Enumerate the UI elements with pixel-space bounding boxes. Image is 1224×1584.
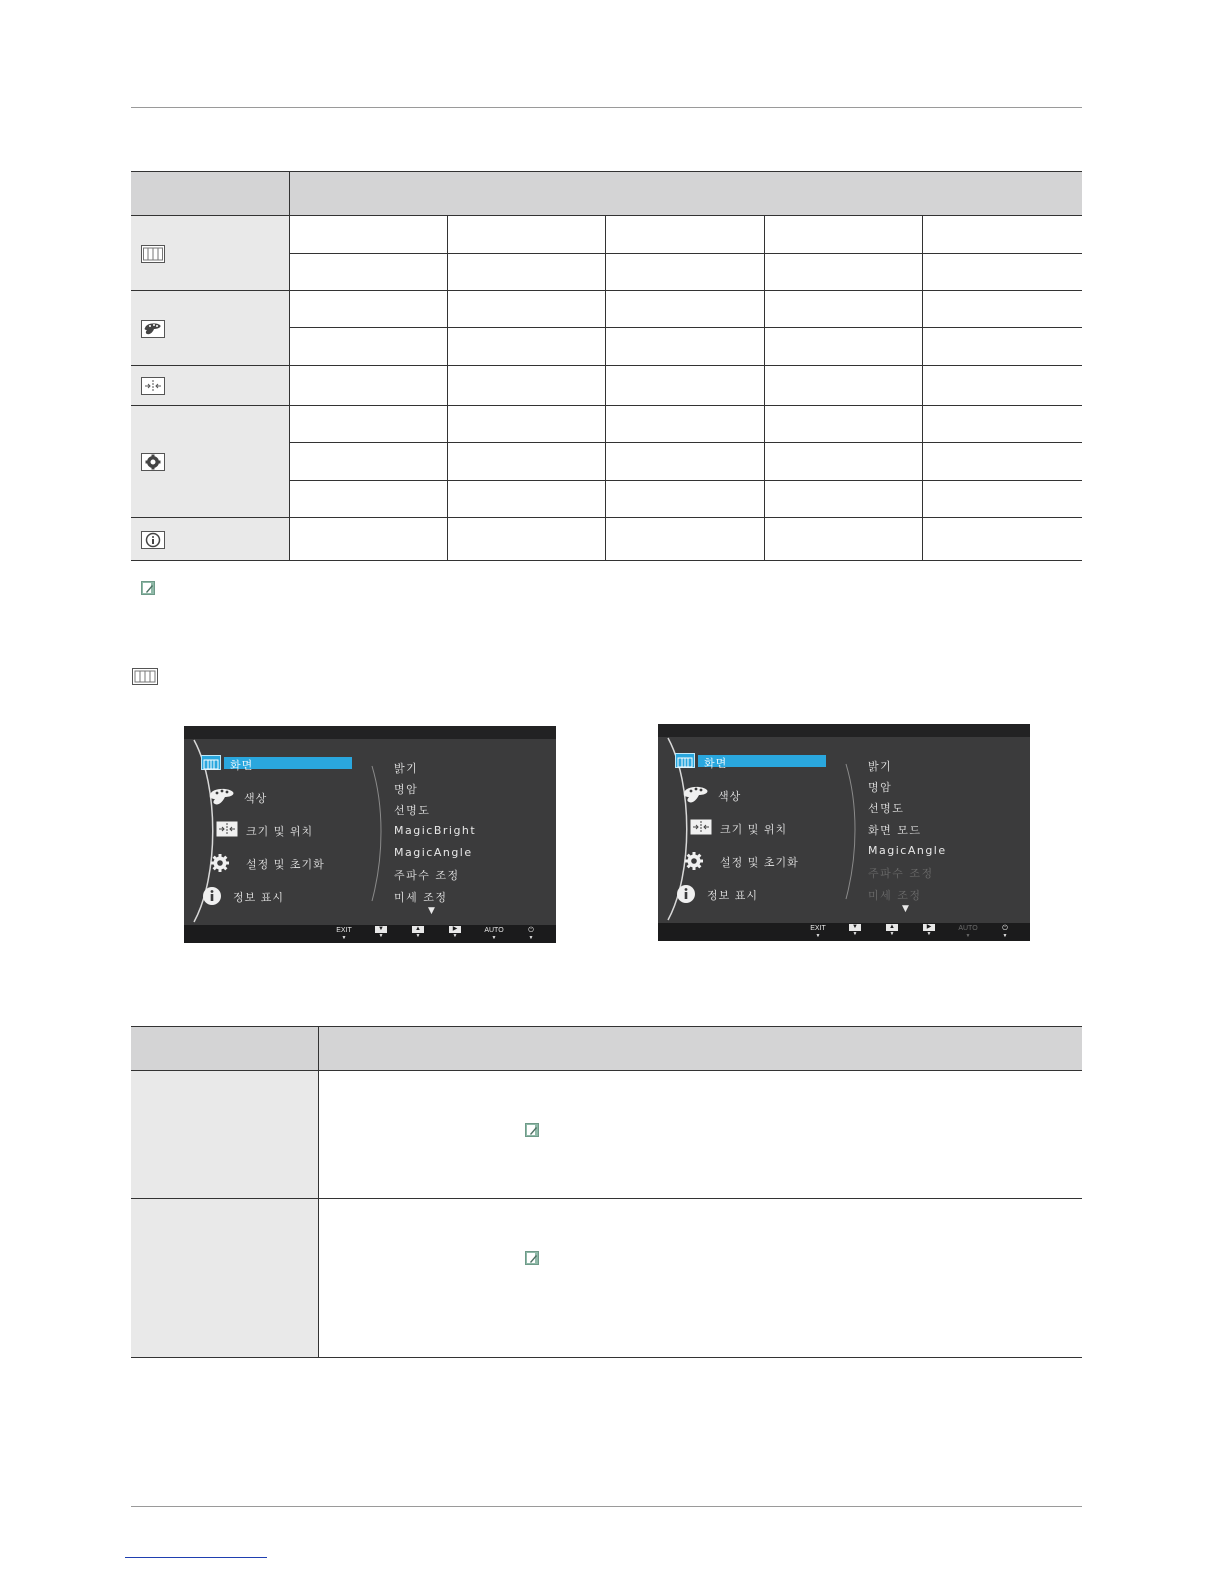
osd-scroll-down-arrow-icon: ▼	[902, 904, 909, 914]
menu-cell-color	[131, 291, 289, 366]
footer-link-underline[interactable]	[125, 1557, 267, 1558]
osd-submenu-brightness[interactable]: 밝기	[394, 762, 419, 775]
menu-cell-picture	[131, 216, 289, 291]
table-cell	[605, 216, 764, 254]
table-cell	[605, 328, 764, 366]
osd-submenu-fine[interactable]: 미세 조정	[394, 891, 448, 904]
table-cell	[922, 328, 1082, 366]
table-cell	[922, 216, 1082, 254]
osd-menu-item-setup-reset[interactable]: 설정 및 초기화	[246, 858, 325, 871]
table-cell	[605, 406, 764, 443]
table-cell	[289, 443, 447, 481]
table-cell	[764, 366, 922, 406]
osd-picture-icon	[675, 753, 695, 768]
osd-screen-digital	[658, 724, 1030, 941]
table-cell	[764, 518, 922, 561]
osd-key-exit: EXIT ▼	[336, 927, 352, 941]
osd-screen-analog	[184, 726, 556, 943]
osd-key-auto-disabled: AUTO ▼	[958, 925, 978, 939]
osd-key-auto: AUTO ▼	[484, 927, 504, 941]
osd-information-icon	[202, 886, 222, 906]
osd-menu-item-picture[interactable]: 화면	[704, 757, 728, 770]
table-cell	[605, 481, 764, 518]
setting-description-cell	[318, 1071, 1082, 1199]
menu-structure-table	[131, 171, 1082, 561]
note-icon	[525, 1123, 539, 1137]
osd-key-down-arrow-icon: ▼ ▼	[367, 925, 395, 943]
osd-key-down-arrow-icon: ▼ ▼	[841, 923, 869, 941]
osd-key-power-icon: ⏻ ▼	[1002, 925, 1008, 939]
table-cell	[447, 216, 605, 254]
osd-submenu-contrast[interactable]: 명암	[868, 781, 893, 794]
osd-scroll-down-arrow-icon: ▼	[428, 906, 435, 916]
osd-submenu-magicangle[interactable]: MagicAngle	[868, 844, 947, 857]
table-cell	[447, 406, 605, 443]
table-cell	[447, 443, 605, 481]
table-cell	[289, 366, 447, 406]
note-icon	[525, 1251, 539, 1265]
osd-submenu-coarse-disabled: 주파수 조정	[868, 867, 934, 880]
header-cell-description	[318, 1027, 1082, 1071]
table-cell	[605, 518, 764, 561]
osd-submenu-brightness[interactable]: 밝기	[868, 760, 893, 773]
table-row	[131, 216, 1082, 254]
osd-gear-icon	[210, 853, 230, 873]
table-cell	[289, 328, 447, 366]
osd-gear-icon	[684, 851, 704, 871]
table-cell	[605, 443, 764, 481]
osd-submenu-sharpness[interactable]: 선명도	[868, 802, 905, 815]
osd-menu-item-information[interactable]: 정보 표시	[233, 891, 285, 904]
table-cell	[922, 443, 1082, 481]
osd-menu-item-size-position[interactable]: 크기 및 위치	[720, 823, 788, 836]
osd-submenu-contrast[interactable]: 명암	[394, 783, 419, 796]
table-cell	[922, 481, 1082, 518]
table-cell	[605, 254, 764, 291]
table-cell	[447, 366, 605, 406]
osd-submenu-magicbright[interactable]: MagicBright	[394, 824, 477, 837]
osd-menu-item-size-position[interactable]: 크기 및 위치	[246, 825, 314, 838]
osd-color-palette-icon	[208, 786, 236, 808]
table-cell	[447, 518, 605, 561]
table-cell	[605, 291, 764, 328]
osd-key-enter-arrow-icon: ▶ ▼	[915, 923, 943, 941]
osd-key-up-arrow-icon: ▲ ▼	[878, 923, 906, 941]
header-cell-menu	[131, 172, 289, 216]
osd-submenu-sharpness[interactable]: 선명도	[394, 804, 431, 817]
osd-color-palette-icon	[682, 784, 710, 806]
table-row	[131, 518, 1082, 561]
menu-cell-information	[131, 518, 289, 561]
osd-menu-item-color[interactable]: 색상	[244, 792, 268, 805]
setting-label-cell	[131, 1071, 318, 1199]
table-cell	[764, 443, 922, 481]
osd-information-icon	[676, 884, 696, 904]
table-cell	[764, 481, 922, 518]
table-cell	[922, 366, 1082, 406]
table-cell	[922, 518, 1082, 561]
table-cell	[922, 406, 1082, 443]
osd-picture-icon	[201, 755, 221, 770]
osd-key-power-icon: ⏻ ▼	[528, 927, 534, 941]
osd-size-position-icon	[216, 821, 238, 837]
osd-key-exit: EXIT ▼	[810, 925, 826, 939]
table-cell	[764, 216, 922, 254]
table-cell	[605, 366, 764, 406]
table-cell	[764, 406, 922, 443]
color-palette-icon	[141, 320, 165, 338]
menu-cell-setup	[131, 406, 289, 518]
table-row	[131, 1071, 1082, 1199]
setup-reset-gear-icon	[141, 453, 165, 471]
table-cell	[447, 328, 605, 366]
table-cell	[289, 406, 447, 443]
header-cell-submenu	[289, 172, 1082, 216]
osd-key-enter-arrow-icon: ▶ ▼	[441, 925, 469, 943]
table-header-row	[131, 1027, 1082, 1071]
table-cell	[922, 254, 1082, 291]
osd-submenu-image-size[interactable]: 화면 모드	[868, 824, 922, 837]
header-rule	[131, 107, 1082, 108]
size-position-icon	[141, 377, 165, 395]
setting-description-cell	[318, 1199, 1082, 1358]
table-cell	[289, 518, 447, 561]
osd-menu-item-picture[interactable]: 화면	[230, 759, 254, 772]
table-row	[131, 1199, 1082, 1358]
table-cell	[289, 254, 447, 291]
picture-menu-icon	[141, 245, 165, 263]
note-icon	[141, 581, 155, 595]
table-cell	[289, 216, 447, 254]
table-cell	[447, 481, 605, 518]
table-header-row	[131, 172, 1082, 216]
table-cell	[922, 291, 1082, 328]
table-cell	[289, 481, 447, 518]
table-cell	[447, 254, 605, 291]
osd-submenu-fine-disabled: 미세 조정	[868, 889, 922, 902]
osd-size-position-icon	[690, 819, 712, 835]
header-cell-menu	[131, 1027, 318, 1071]
osd-menu-item-setup-reset[interactable]: 설정 및 초기화	[720, 856, 799, 869]
osd-menu-item-information[interactable]: 정보 표시	[707, 889, 759, 902]
menu-cell-size-position	[131, 366, 289, 406]
table-cell	[764, 291, 922, 328]
table-cell	[289, 291, 447, 328]
footer-rule	[131, 1506, 1082, 1507]
osd-key-up-arrow-icon: ▲ ▼	[404, 925, 432, 943]
osd-menu-item-color[interactable]: 색상	[718, 790, 742, 803]
table-cell	[764, 254, 922, 291]
information-icon	[141, 531, 165, 549]
setting-label-cell	[131, 1199, 318, 1358]
osd-submenu-coarse[interactable]: 주파수 조정	[394, 869, 460, 882]
table-row	[131, 366, 1082, 406]
table-cell	[447, 291, 605, 328]
picture-menu-icon	[132, 668, 158, 685]
osd-submenu-magicangle[interactable]: MagicAngle	[394, 846, 473, 859]
table-cell	[764, 328, 922, 366]
table-row	[131, 406, 1082, 443]
picture-settings-table	[131, 1026, 1082, 1358]
table-row	[131, 291, 1082, 328]
